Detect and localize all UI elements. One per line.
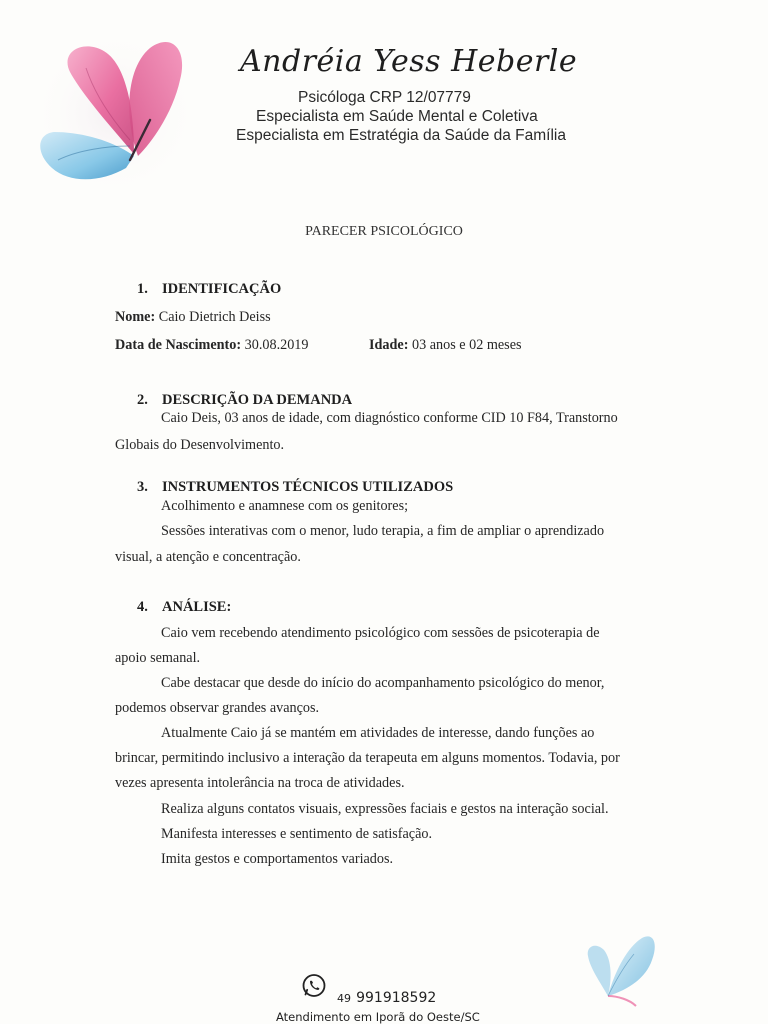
psychologist-name: Andréia Yess Heberle (240, 44, 578, 79)
butterfly-corner-icon (578, 930, 660, 1012)
paragraph-line: visual, a atenção e concentração. (115, 549, 301, 565)
field-name (115, 309, 271, 326)
paragraph-line: Caio vem recebendo atendimento psicológico com sessões de psicoterapia de (161, 625, 600, 641)
field-birth-date (115, 337, 308, 354)
section-heading-identificacao (137, 281, 281, 298)
name-value: Caio Dietrich Deiss (158, 309, 271, 325)
paragraph-line: Caio Deis, 03 anos de idade, com diagnóstico conforme CID 10 F84, Transtorno (161, 410, 618, 426)
section-title: DESCRIÇÃO DA DEMANDA (162, 392, 353, 408)
paragraph-line: Manifesta interesses e sentimento de satisfação. (161, 826, 433, 842)
section-number: 4. (137, 599, 148, 615)
butterfly-logo-icon (30, 28, 200, 198)
section-title: IDENTIFICAÇÃO (162, 281, 282, 297)
paragraph-line: Atualmente Caio já se mantém em atividades de interesse, dando funções ao (161, 725, 595, 741)
age-value: 03 anos e 02 meses (411, 337, 522, 353)
age-label: Idade: (369, 337, 409, 353)
name-label: Nome: (115, 309, 156, 325)
field-age (369, 337, 522, 354)
paragraph-line: Realiza alguns contatos visuais, expressões faciais e gestos na interação social. (161, 801, 609, 817)
paragraph-line: Sessões interativas com o menor, ludo terapia, a fim de ampliar o aprendizado (161, 523, 605, 539)
paragraph-line: apoio semanal. (115, 650, 201, 666)
section-number: 3. (137, 479, 148, 495)
phone-digits: 991918592 (356, 990, 437, 1006)
paragraph-line: vezes apresenta intolerância na troca de atividades. (115, 775, 405, 791)
section-title: ANÁLISE: (162, 599, 232, 615)
section-heading-analise (137, 599, 231, 616)
service-location: Atendimento em Iporã do Oeste/SC (276, 1010, 480, 1024)
paragraph-line: podemos observar grandes avanços. (115, 700, 320, 716)
section-heading-demanda (137, 392, 352, 409)
paragraph-line: Cabe destacar que desde do início do acompanhamento psicológico do menor, (161, 675, 605, 691)
section-number: 2. (137, 392, 148, 408)
paragraph-line: Imita gestos e comportamentos variados. (161, 851, 394, 867)
whatsapp-icon (301, 973, 327, 999)
phone-area-code: 49 (337, 992, 351, 1005)
paragraph-line: brincar, permitindo inclusivo a interação da terapeuta em alguns momentos. Todavia, por (115, 750, 620, 766)
specialty-family-health: Especialista em Estratégia da Saúde da Família (236, 127, 566, 144)
phone-number (337, 987, 436, 1006)
birth-date-label: Data de Nascimento: (115, 337, 242, 353)
paragraph-line: Globais do Desenvolvimento. (115, 437, 285, 453)
crp-registration: Psicóloga CRP 12/07779 (298, 89, 471, 106)
section-heading-instrumentos (137, 479, 453, 496)
specialty-mental-health: Especialista em Saúde Mental e Coletiva (256, 108, 538, 125)
birth-date-value: 30.08.2019 (244, 337, 309, 353)
paragraph-line: Acolhimento e anamnese com os genitores; (161, 498, 409, 514)
section-title: INSTRUMENTOS TÉCNICOS UTILIZADOS (162, 479, 454, 495)
document-title: PARECER PSICOLÓGICO (305, 224, 463, 239)
section-number: 1. (137, 281, 148, 297)
